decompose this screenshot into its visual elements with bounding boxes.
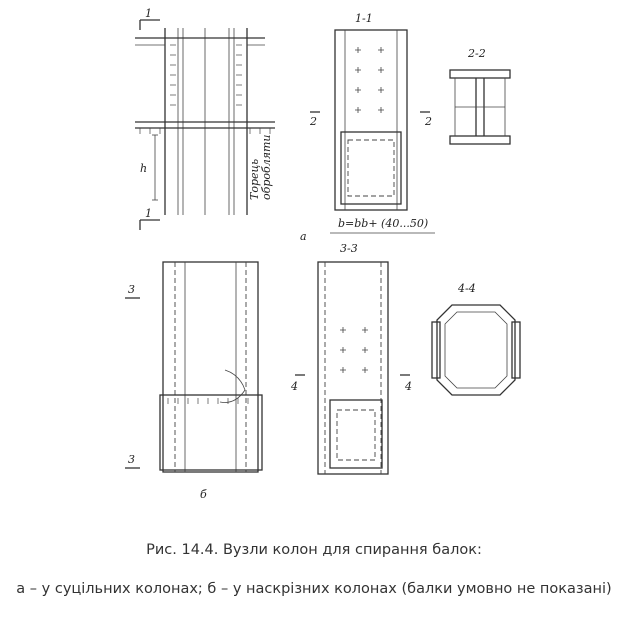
section-2-2-view: [450, 47, 510, 144]
section-mark-3-top: 3: [128, 283, 135, 296]
note-end-face-line1: Торець: [248, 158, 261, 200]
figure-caption-title: Рис. 14.4. Вузли колон для спирання балок:: [146, 542, 482, 558]
solid-column-elevation: [135, 7, 275, 230]
section-3-3-view: [290, 242, 412, 474]
figure-caption-body: а – у суцільних колонах; б – у наскрізних колонах (балки умовно не показані): [16, 581, 612, 597]
section-1-1-view: [300, 12, 435, 243]
section-title-4-4: 4-4: [458, 282, 476, 295]
section-title-1-1: 1-1: [355, 12, 373, 25]
section-mark-3-bottom: 3: [128, 453, 135, 466]
note-end-face-line2: обробляти: [260, 134, 273, 200]
section-title-3-3: 3-3: [340, 242, 358, 255]
dimension-h: h: [140, 162, 148, 175]
sub-figure-b-label: б: [200, 488, 207, 501]
section-mark-2-left: 2: [310, 115, 317, 128]
section-title-2-2: 2-2: [468, 47, 486, 60]
lattice-column-elevation: [125, 262, 262, 501]
dimension-b: b=bb+ (40...50): [338, 217, 429, 230]
sub-figure-a-label: а: [300, 230, 307, 243]
section-mark-2-right: 2: [425, 115, 432, 128]
section-mark-4-left: 4: [291, 380, 298, 393]
section-mark-1-bottom: 1: [145, 207, 152, 220]
section-4-4-view: [432, 282, 520, 395]
section-mark-4-right: 4: [405, 380, 412, 393]
section-mark-1-top: 1: [145, 7, 152, 20]
